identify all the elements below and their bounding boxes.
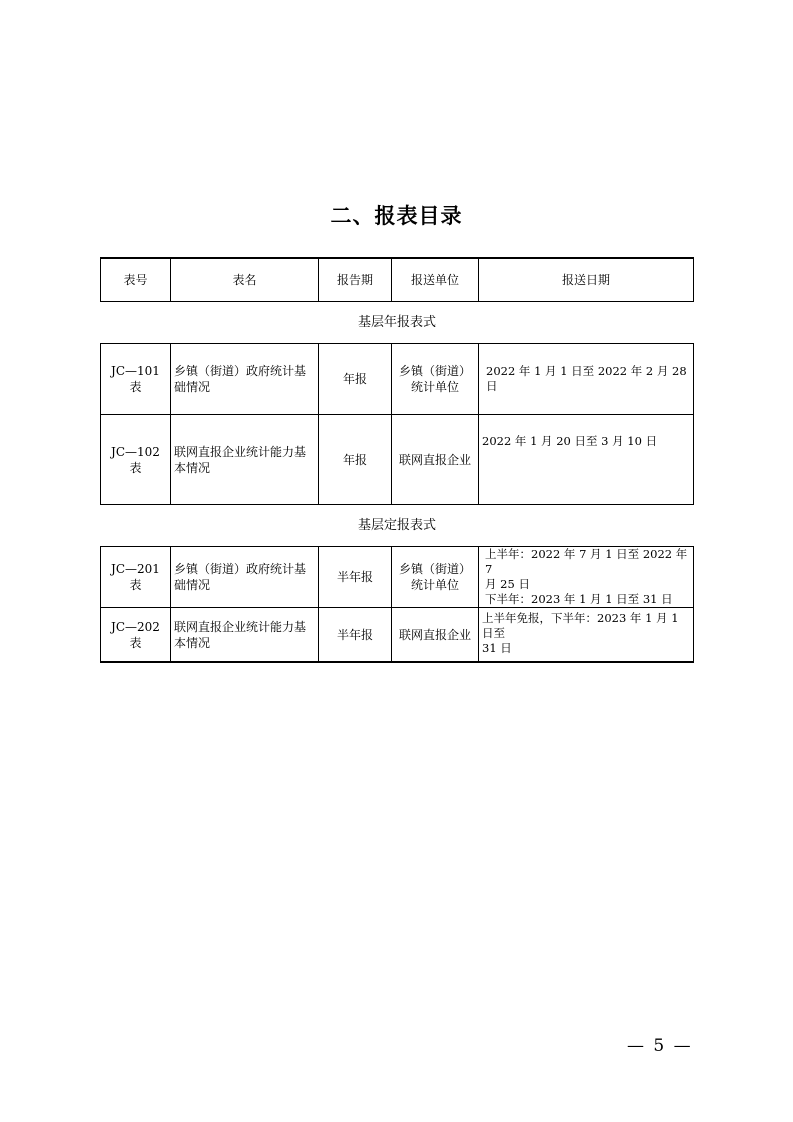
reporting-unit-cell: 乡镇（街道） 统计单位 — [392, 344, 479, 415]
reporting-unit-cell: 联网直报企业 — [392, 608, 479, 663]
header-table-code: 表号 — [101, 258, 171, 302]
table-name-cell: 乡镇（街道）政府统计基 础情况 — [171, 547, 319, 608]
report-period-cell: 半年报 — [319, 547, 392, 608]
table-code-cell: JC—102 表 — [101, 415, 171, 505]
header-submission-date: 报送日期 — [479, 258, 694, 302]
report-period-cell: 年报 — [319, 344, 392, 415]
reporting-unit-cell: 联网直报企业 — [392, 415, 479, 505]
reporting-unit-cell: 乡镇（街道） 统计单位 — [392, 547, 479, 608]
section-label: 基层年报表式 — [101, 302, 694, 344]
table-header-row — [101, 258, 694, 302]
header-table-name: 表名 — [171, 258, 319, 302]
submission-date-cell: 上半年免报，下半年：2023 年 1 月 1 日至 31 日 — [479, 608, 694, 663]
table-row — [101, 344, 694, 415]
report-period-cell: 半年报 — [319, 608, 392, 663]
table-code-cell: JC—101 表 — [101, 344, 171, 415]
report-period-cell: 年报 — [319, 415, 392, 505]
table-row — [101, 415, 694, 505]
section-row-annual — [101, 302, 694, 344]
table-row — [101, 608, 694, 663]
page-number: — 5 — — [627, 1036, 693, 1056]
table-code-cell: JC—201 表 — [101, 547, 171, 608]
table-name-cell: 乡镇（街道）政府统计基 础情况 — [171, 344, 319, 415]
table-code-cell: JC—202 表 — [101, 608, 171, 663]
submission-date-cell: 2022 年 1 月 20 日至 3 月 10 日 — [479, 415, 694, 505]
section-row-periodic — [101, 505, 694, 547]
section-label: 基层定报表式 — [101, 505, 694, 547]
table-name-cell: 联网直报企业统计能力基 本情况 — [171, 608, 319, 663]
report-catalog-table — [100, 257, 694, 663]
header-report-period: 报告期 — [319, 258, 392, 302]
submission-date-cell: 上半年：2022 年 7 月 1 日至 2022 年 7 月 25 日 下半年：2023 年 1 月 1 日至 31 日 — [479, 547, 694, 608]
table-row — [101, 547, 694, 608]
page-title: 二、报表目录 — [330, 204, 463, 228]
header-reporting-unit: 报送单位 — [392, 258, 479, 302]
table-name-cell: 联网直报企业统计能力基 本情况 — [171, 415, 319, 505]
submission-date-cell: 2022 年 1 月 1 日至 2022 年 2 月 28 日 — [479, 344, 694, 415]
